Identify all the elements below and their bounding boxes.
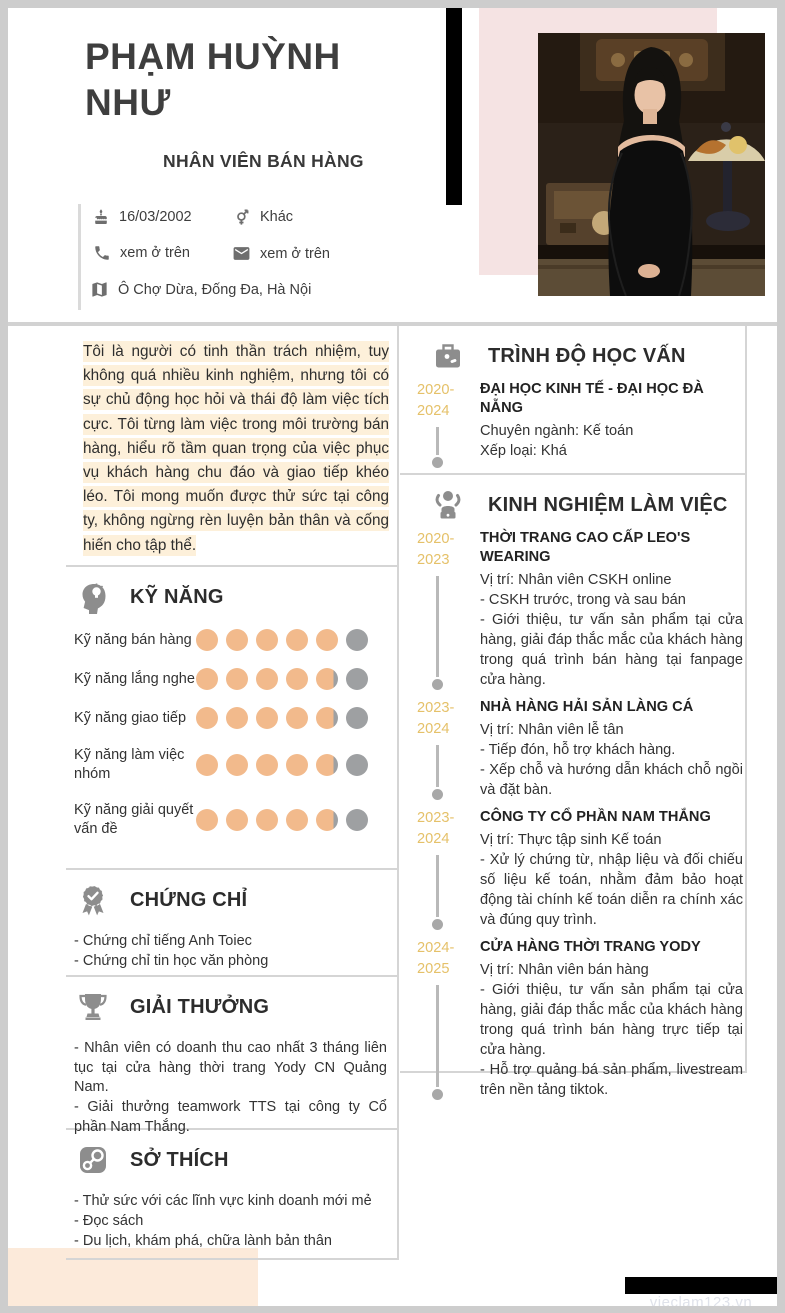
list-item: - Chứng chỉ tin học văn phòng [74, 953, 269, 969]
skill-label: Kỹ năng bán hàng [74, 631, 192, 648]
timeline-entry [400, 808, 745, 930]
section-summary [66, 326, 399, 567]
timeline-period: 2020- 2023 [417, 531, 455, 568]
trophy-icon [75, 989, 111, 1025]
person-laptop-icon [430, 487, 466, 523]
skill-rating-dots [196, 707, 368, 729]
phone-value: xem ở trên [120, 245, 190, 261]
timeline-stem [436, 427, 439, 455]
rating-dot [346, 754, 368, 776]
timeline-body [480, 380, 745, 468]
birthday-value: 16/03/2002 [119, 209, 192, 225]
decorative-footer-bar [625, 1277, 777, 1294]
timeline-stem [436, 855, 439, 917]
skills-heading: KỸ NĂNG [130, 585, 224, 608]
rating-dot [256, 629, 278, 651]
rating-dot [316, 629, 338, 651]
rating-dot [346, 629, 368, 651]
cv-page [8, 8, 777, 1306]
rating-dot [316, 809, 338, 831]
timeline-dot [432, 789, 443, 800]
profile-photo-illustration [538, 33, 765, 296]
education-heading-row [400, 326, 745, 380]
timeline-stem [436, 576, 439, 677]
list-item: - Đọc sách [74, 1213, 144, 1229]
map-location-icon [90, 280, 109, 299]
candidate-name: PHẠM HUỲNH NHƯ [85, 36, 341, 123]
skill-rating-dots [196, 754, 368, 776]
organization-name: CỬA HÀNG THỜI TRANG YODY [480, 939, 701, 955]
rating-dot [256, 754, 278, 776]
organization-name: CÔNG TY CỔ PHẦN NAM THẮNG [480, 809, 711, 825]
address-value: Ô Chợ Dừa, Đống Đa, Hà Nội [118, 281, 312, 298]
rating-dot [196, 707, 218, 729]
experience-list [400, 529, 745, 1100]
contact-birthday [92, 208, 192, 226]
timeline-left [417, 380, 480, 468]
timeline-body [480, 938, 745, 1100]
skill-rating-dots [196, 809, 368, 831]
hobbies-list [74, 1192, 387, 1252]
skills-head-bulb-icon [75, 579, 111, 615]
rating-dot [196, 809, 218, 831]
skill-row [74, 668, 397, 690]
birthday-cake-icon [92, 208, 110, 226]
certificates-list [74, 932, 387, 972]
experience-heading-row [400, 475, 745, 529]
rating-dot [346, 707, 368, 729]
rating-dot [196, 629, 218, 651]
decorative-black-bar [446, 8, 462, 205]
timeline-dot [432, 457, 443, 468]
entry-lines: Vị trí: Nhân viên lễ tân - Tiếp đón, hỗ trợ khách hàng. - Xếp chỗ và hướng dẫn khách chỗ ngồi và đặt bàn. [480, 722, 743, 798]
timeline-period: 2023- 2024 [417, 700, 455, 737]
timeline-period: 2020- 2024 [417, 382, 455, 419]
rating-dot [226, 809, 248, 831]
skill-rating-dots [196, 668, 368, 690]
hobbies-heading: SỞ THÍCH [130, 1148, 229, 1171]
rating-dot [226, 754, 248, 776]
skills-list [66, 621, 397, 839]
rating-dot [286, 809, 308, 831]
skill-label: Kỹ năng giao tiếp [74, 709, 187, 726]
mail-icon [232, 244, 251, 263]
entry-lines: Vị trí: Nhân viên bán hàng - Giới thiệu, tư vấn sản phẩm tại cửa hàng, giải đáp thắc mắc của khách hàng trong quá trình bán hàng trực tiếp tại cửa hàng. - Hỗ trợ quảng bá sản phẩm, livestream trên nền tảng tiktok. [480, 962, 743, 1098]
rating-dot [286, 707, 308, 729]
timeline-stem [436, 985, 439, 1087]
timeline-left [417, 808, 480, 930]
certificates-heading: CHỨNG CHỈ [130, 888, 248, 911]
rating-dot [256, 707, 278, 729]
list-item: - Du lịch, khám phá, chữa lành bản thân [74, 1233, 332, 1249]
timeline-entry [400, 380, 745, 468]
timeline-body [480, 529, 745, 690]
timeline-dot [432, 1089, 443, 1100]
skill-label: Kỹ năng giải quyết vấn đề [74, 802, 194, 837]
education-heading: TRÌNH ĐỘ HỌC VẤN [488, 344, 686, 367]
list-item: - Chứng chỉ tiếng Anh Toiec [74, 933, 252, 949]
awards-heading: GIẢI THƯỞNG [130, 995, 270, 1018]
timeline-body [480, 698, 745, 800]
rating-dot [286, 754, 308, 776]
organization-name: THỜI TRANG CAO CẤP LEO'S WEARING [480, 530, 691, 565]
timeline-left [417, 529, 480, 690]
section-awards [66, 977, 399, 1135]
section-skills [66, 567, 399, 870]
rating-dot [346, 668, 368, 690]
organization-name: ĐẠI HỌC KINH TẾ - ĐẠI HỌC ĐÀ NẴNG [480, 381, 704, 416]
contact-gender [233, 208, 293, 226]
contact-email [232, 244, 330, 263]
profile-photo [538, 33, 765, 296]
skill-row [74, 707, 397, 729]
entry-lines: Chuyên ngành: Kế toán Xếp loại: Khá [480, 423, 634, 459]
organization-name: NHÀ HÀNG HẢI SẢN LÀNG CÁ [480, 699, 694, 715]
hobbies-heading-row [66, 1130, 397, 1184]
contact-divider-line [78, 204, 81, 310]
rating-dot [316, 668, 338, 690]
entry-lines: Vị trí: Thực tập sinh Kế toán - Xử lý chứng từ, nhập liệu và đối chiếu số liệu kế toán, nhằm đảm bảo hoạt động tài chính kế toán diễn ra chính xác và đúng quy trình. [480, 832, 743, 928]
rating-dot [256, 668, 278, 690]
section-certificates [66, 870, 399, 977]
contact-address [90, 280, 311, 299]
list-item: - Thử sức với các lĩnh vực kinh doanh mới mẻ [74, 1193, 372, 1209]
rating-dot [256, 809, 278, 831]
certificates-heading-row [66, 870, 397, 924]
timeline-entry [400, 938, 745, 1100]
rating-dot [286, 629, 308, 651]
rating-dot [196, 754, 218, 776]
timeline-stem [436, 745, 439, 787]
rating-dot [226, 707, 248, 729]
summary-text: Tôi là người có tinh thần trách nhiệm, tuy không quá nhiều kinh nghiệm, nhưng tôi có sự chủ động học hỏi và thái độ làm việc tích cực. Tôi từng làm việc trong môi trường bán hàng, hiểu rõ tầm quan trọng của việc phục vụ khách hàng chu đáo và giao tiếp khéo léo. Tôi mong muốn được thử sức tại công ty, không ngừng rèn luyện bản thân và cống hiến cho tập thể. [83, 343, 389, 554]
awards-heading-row [66, 977, 397, 1031]
list-item: - Giải thưởng teamwork TTS tại công ty Cổ phần Nam Thắng. [74, 1099, 387, 1135]
timeline-period: 2024- 2025 [417, 940, 455, 977]
rating-dot [316, 754, 338, 776]
timeline-entry [400, 698, 745, 800]
briefcase-icon [430, 338, 466, 374]
certificate-badge-icon [75, 882, 111, 918]
timeline-left [417, 938, 480, 1100]
rating-dot [286, 668, 308, 690]
experience-heading: KINH NGHIỆM LÀM VIỆC [488, 493, 728, 516]
rating-dot [226, 629, 248, 651]
section-experience [400, 475, 745, 1098]
skill-row [74, 629, 397, 651]
skill-row [74, 801, 397, 839]
email-value: xem ở trên [260, 245, 330, 262]
rating-dot [226, 668, 248, 690]
skill-label: Kỹ năng làm việc nhóm [74, 747, 185, 782]
section-education [400, 326, 745, 475]
job-title: NHÂN VIÊN BÁN HÀNG [163, 151, 364, 171]
rating-dot [316, 707, 338, 729]
rating-dot [346, 809, 368, 831]
skill-rating-dots [196, 629, 368, 651]
rating-dot [196, 668, 218, 690]
list-item: - Nhân viên có doanh thu cao nhất 3 tháng liên tục tại cửa hàng thời trang Yody CN Quảng Nam. [74, 1040, 387, 1095]
skill-label: Kỹ năng lắng nghe [74, 670, 195, 687]
timeline-dot [432, 919, 443, 930]
timeline-left [417, 698, 480, 800]
section-hobbies [66, 1130, 399, 1260]
timeline-period: 2023- 2024 [417, 810, 455, 847]
education-list [400, 380, 745, 468]
contact-phone [93, 244, 190, 262]
hobby-gamepad-icon [75, 1142, 111, 1178]
right-column [400, 326, 747, 1098]
phone-icon [93, 244, 111, 262]
skill-row [74, 746, 397, 784]
timeline-entry [400, 529, 745, 690]
timeline-body [480, 808, 745, 930]
entry-lines: Vị trí: Nhân viên CSKH online - CSKH trước, trong và sau bán - Giới thiệu, tư vấn sản phẩm tại cửa hàng, giải đáp thắc mắc của khách hàng trong quá trình bán hàng tại fanpage cửa hàng. [480, 572, 743, 688]
gender-icon [233, 208, 251, 226]
gender-value: Khác [260, 209, 294, 225]
timeline-dot [432, 679, 443, 690]
watermark: vieclam123.vn [649, 1294, 753, 1306]
skills-heading-row [66, 567, 397, 621]
awards-list [74, 1039, 387, 1137]
